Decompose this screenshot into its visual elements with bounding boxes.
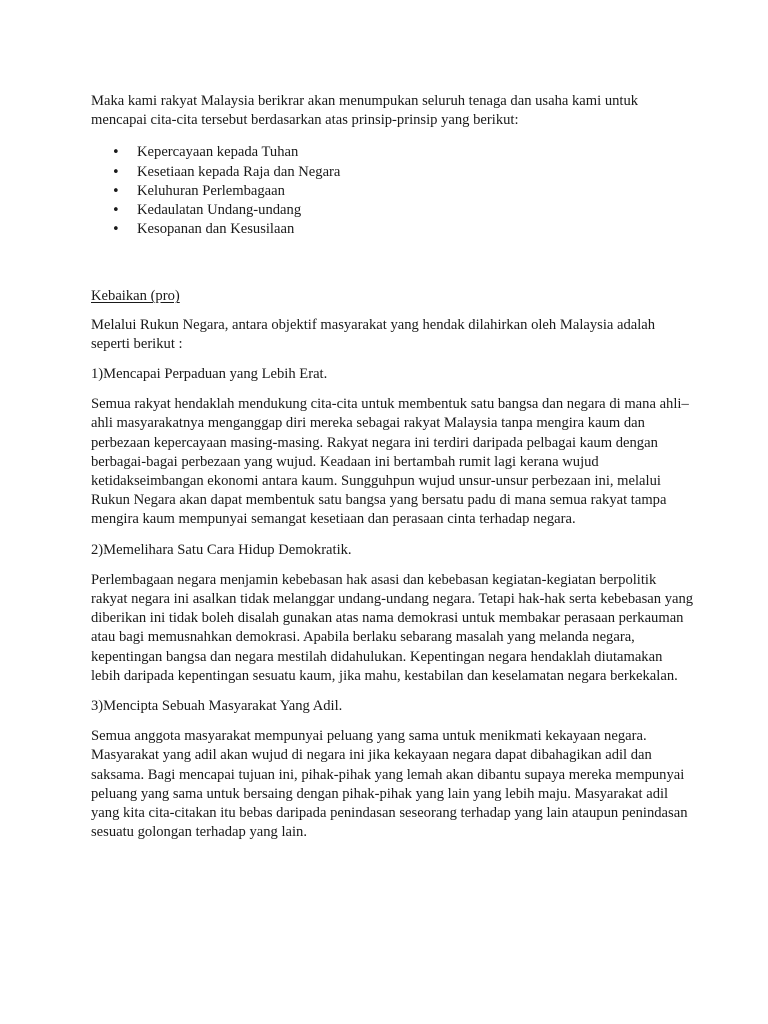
section-body: Semua rakyat hendaklah mendukung cita-cita untuk membentuk satu bangsa dan negara di mana ahli–ahli masyarakatnya menganggap diri mereka sebagai rakyat Malaysia tanpa mengira kaum dan perbezaan kepercayaan masing-masing. Rakyat negara ini terdiri daripada pelbagai kaum dengan berbagai-bagai perbezaan yang wujud. Keadaan ini bertambah rumit lagi kerana wujud ketidakseimbangan ekonomi antara kaum. Sungguhpun wujud unsur-unsur perbezaan ini, melalui Rukun Negara akan dapat membentuk satu bangsa yang bersatu padu di mana semua rakyat tampa mengira kaum mempunyai semangat kesetiaan dan perasaan cinta terhadap negara. bbox=[91, 396, 689, 528]
list-item: • Kepercayaan kepada Tuhan bbox=[112, 143, 694, 162]
intro-paragraph: Maka kami rakyat Malaysia berikrar akan menumpukan seluruh tenaga dan usaha kami untuk mencapai cita-cita tersebut berdasarkan atas prinsip-prinsip yang berikut: bbox=[91, 93, 639, 129]
pro-intro-paragraph: Melalui Rukun Negara, antara objektif masyarakat yang hendak dilahirkan oleh Malaysia adalah seperti berikut : bbox=[91, 316, 656, 352]
list-item: • Kedaulatan Undang-undang bbox=[112, 201, 694, 220]
section-body: Perlembagaan negara menjamin kebebasan hak asasi dan kebebasan kegiatan-kegiatan berpolitik rakyat negara ini asalkan tidak melanggar undang-undang negara. Tetapi hak-hak serta kebebasan yang diberikan ini tidak boleh disalah gunakan atas nama demokrasi untuk membakar perasaan perkauman atau bagi memusnahkan demokrasi. Apabila berlaku sebarang masalah yang melanda negara, kepentingan bangsa dan negara mestilah didahulukan. Kepentingan negara hendaklah diutamakan lebih daripada kepentingan sesuatu kaum, jika mahu, kestabilan dan keselamatan negara berkekalan. bbox=[91, 571, 694, 684]
principles-list bbox=[112, 143, 694, 239]
section-title: 3)Mencipta Sebuah Masyarakat Yang Adil. bbox=[91, 698, 343, 715]
pro-heading: Kebaikan (pro) bbox=[91, 288, 180, 305]
section-title: 1)Mencapai Perpaduan yang Lebih Erat. bbox=[91, 366, 328, 383]
list-item: • Kesetiaan kepada Raja dan Negara bbox=[112, 163, 694, 182]
section-title: 2)Memelihara Satu Cara Hidup Demokratik. bbox=[91, 541, 352, 558]
list-item: • Kesopanan dan Kesusilaan bbox=[112, 220, 694, 239]
list-item: • Keluhuran Perlembagaan bbox=[112, 182, 694, 201]
section-body: Semua anggota masyarakat mempunyai peluang yang sama untuk menikmati kekayaan negara. Masyarakat yang adil akan wujud di negara ini jika kekayaan negara dapat dibahagikan adil dan saksama. Bagi mencapai tujuan ini, pihak-pihak yang lemah akan dibantu supaya mereka mempunyai peluang yang sama untuk bersaing dengan pihak-pihak yang lain yang lebih maju. Masyarakat adil yang kita cita-citakan itu bebas daripada penindasan seseorang terhadap yang lain ataupun penindasan sesuatu golongan terhadap yang lain. bbox=[91, 728, 688, 841]
